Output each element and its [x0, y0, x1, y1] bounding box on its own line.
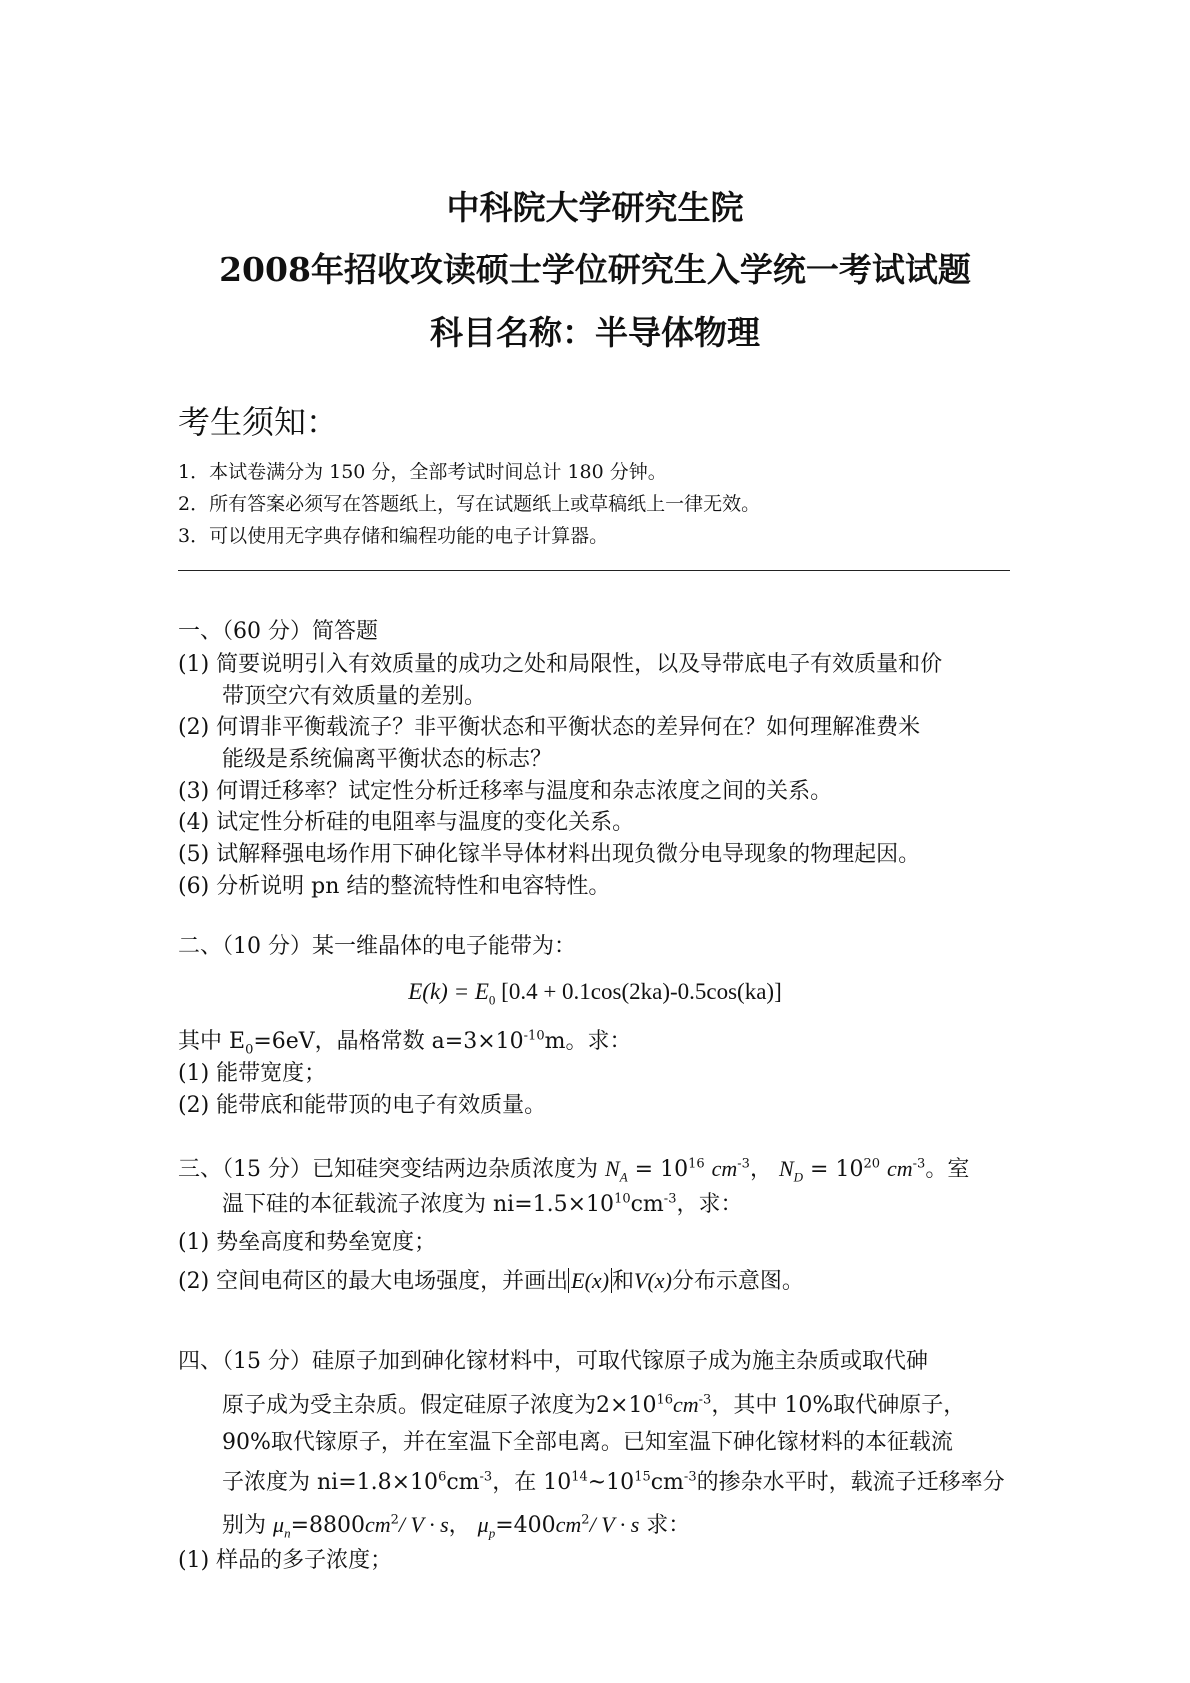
q3-na-sup: 16 — [688, 1156, 705, 1172]
mu-p-value: =400 — [495, 1513, 556, 1538]
unit-rest: / V · s — [398, 1512, 449, 1537]
q4-line5-a: 别为 — [222, 1513, 267, 1538]
q4-line4-b: cm — [446, 1470, 480, 1495]
unit-sup-2: 2 — [581, 1512, 590, 1528]
q1-item-1-cont: 带顶空穴有效质量的差别。 — [222, 684, 487, 709]
q4-line-1: 四、（15 分）硅原子加到砷化镓材料中，可取代镓原子成为施主杂质或取代砷 — [178, 1349, 928, 1374]
notice-item: 2．所有答案必须写在答题纸上，写在试题纸上或草稿纸上一律无效。 — [178, 493, 761, 515]
q4-line-2 — [222, 1390, 965, 1421]
q2-given — [178, 1027, 631, 1057]
q1-item-4: (4) 试定性分析硅的电阻率与温度的变化关系。 — [178, 810, 635, 835]
eq-lhs: E(k) = E — [408, 979, 489, 1004]
subject-title: 科目名称：半导体物理 — [430, 313, 760, 352]
q4-line4-sup2: -3 — [479, 1469, 493, 1485]
q3-intro-end: 。室 — [925, 1157, 970, 1182]
q2-given-sup: -10 — [523, 1028, 545, 1044]
institution-title: 中科院大学研究生院 — [446, 188, 744, 227]
q3-line2-c: ，求： — [676, 1192, 743, 1217]
q4-line-3: 90%取代镓原子，并在室温下全部电离。已知室温下砷化镓材料的本征载流 — [222, 1430, 953, 1455]
q2-given-b: =6eV，晶格常数 a=3×10 — [253, 1029, 524, 1054]
q3-potential: V(x) — [634, 1268, 672, 1293]
q3-na-val: = 10 — [634, 1157, 689, 1182]
q4-line4-sup5: -3 — [683, 1469, 697, 1485]
q3-item-1: (1) 势垒高度和势垒宽度； — [178, 1230, 437, 1255]
unit-cm-2: cm — [555, 1512, 582, 1537]
mu-n-sub: n — [284, 1525, 291, 1541]
q4-sep: ， — [448, 1513, 471, 1538]
q4-line-5 — [222, 1510, 690, 1541]
q3-item-2 — [178, 1266, 804, 1297]
q1-item-2-cont: 能级是系统偏离平衡状态的标志？ — [222, 747, 553, 772]
q4-line4-e: cm — [650, 1470, 684, 1495]
q4-line2-a: 原子成为受主杂质。假定硅原子浓度为 — [222, 1393, 597, 1418]
divider — [178, 570, 1010, 571]
q4-line2-cm: cm — [673, 1392, 699, 1417]
mu-p-sub: p — [488, 1525, 496, 1541]
q2-item-2: (2) 能带底和能带顶的电子有效质量。 — [178, 1093, 547, 1118]
q4-line4-sup3: 14 — [571, 1469, 588, 1485]
q4-line4-a: 子浓度为 ni=1.8×10 — [222, 1470, 439, 1495]
exam-title: 2008年招收攻读硕士学位研究生入学统一考试试题 — [219, 250, 971, 289]
q4-line5-end: 求： — [646, 1513, 691, 1538]
q3-cm-sup: -3 — [737, 1156, 750, 1172]
q3-na: N — [605, 1156, 620, 1181]
q4-line2-n: 2×10 — [596, 1393, 657, 1418]
unit-cm: cm — [364, 1512, 391, 1537]
unit-sup: 2 — [390, 1512, 399, 1528]
q3-line2-a: 温下硅的本征载流子浓度为 ni=1.5×10 — [222, 1192, 615, 1217]
q3-cm: cm — [711, 1156, 738, 1181]
q3-cm-2: cm — [887, 1156, 913, 1181]
q4-line4-sup1: 6 — [438, 1469, 447, 1485]
q1-item-6: (6) 分析说明 pn 结的整流特性和电容特性。 — [178, 874, 611, 899]
notice-item: 1．本试卷满分为 150 分，全部考试时间总计 180 分钟。 — [178, 461, 667, 483]
mu-n-symbol: μ — [273, 1512, 285, 1537]
notice-item: 3．可以使用无字典存储和编程功能的电子计算器。 — [178, 525, 609, 547]
eq-sub: 0 — [488, 992, 496, 1008]
q3-intro — [178, 1154, 969, 1185]
q3-item2-a: (2) 空间电荷区的最大电场强度，并画出 — [178, 1269, 569, 1294]
q3-nd-val: = 10 — [810, 1157, 864, 1182]
q4-line4-c: ，在 10 — [492, 1470, 572, 1495]
q3-nd-sup: 20 — [863, 1156, 880, 1172]
q1-heading: 一、（60 分）简答题 — [178, 619, 378, 644]
mu-p-symbol: μ — [477, 1512, 489, 1537]
q4-line2-sup: 16 — [656, 1392, 673, 1408]
q4-line-4 — [222, 1468, 1005, 1498]
energy-band-equation — [0, 975, 1190, 1009]
q2-given-sub: 0 — [245, 1042, 254, 1058]
q2-item-1: (1) 能带宽度； — [178, 1061, 327, 1086]
q3-item2-c: 分布示意图。 — [671, 1269, 804, 1294]
q1-item-5: (5) 试解释强电场作用下砷化镓半导体材料出现负微分电导现象的物理起因。 — [178, 842, 921, 867]
q2-given-a: 其中 E — [178, 1029, 246, 1054]
q3-nd-sub: D — [793, 1169, 804, 1185]
q3-nd: N — [778, 1156, 794, 1181]
q3-na-sub: A — [619, 1169, 628, 1185]
q4-line4-f: 的掺杂水平时，载流子迁移率分 — [696, 1470, 1005, 1495]
q4-item-1: (1) 样品的多子浓度； — [178, 1548, 393, 1573]
q2-given-c: m。求： — [544, 1029, 632, 1054]
mu-n-value: =8800 — [290, 1513, 365, 1538]
q1-item-1: (1) 简要说明引入有效质量的成功之处和局限性，以及导带底电子有效质量和价 — [178, 652, 943, 677]
q3-intro-cont — [222, 1190, 742, 1220]
q3-line2-b: cm — [630, 1192, 664, 1217]
unit-rest-2: / V · s — [589, 1512, 640, 1537]
q3-field-abs: E(x) — [568, 1268, 612, 1293]
q4-line4-d: ~10 — [587, 1470, 635, 1495]
q3-line2-sup1: 10 — [614, 1191, 631, 1207]
q3-sep: ， — [749, 1157, 772, 1182]
q4-line2-b: ，其中 10%取代砷原子， — [711, 1393, 966, 1418]
notice-heading: 考生须知： — [178, 403, 339, 441]
q4-line4-sup4: 15 — [634, 1469, 651, 1485]
q3-item2-b: 和 — [612, 1269, 635, 1294]
q1-item-2: (2) 何谓非平衡载流子？非平衡状态和平衡状态的差异何在？如何理解准费米 — [178, 715, 921, 740]
q1-item-3: (3) 何谓迁移率？试定性分析迁移率与温度和杂志浓度之间的关系。 — [178, 779, 833, 804]
eq-rhs: [0.4 + 0.1cos(2ka)-0.5cos(ka)] — [501, 979, 782, 1004]
q3-cm-sup-2: -3 — [912, 1156, 926, 1172]
q2-heading: 二、（10 分）某一维晶体的电子能带为： — [178, 934, 576, 959]
q3-line2-sup2: -3 — [663, 1191, 677, 1207]
q3-intro-a: 三、（15 分）已知硅突变结两边杂质浓度为 — [178, 1157, 598, 1182]
q4-line2-cm-sup: -3 — [698, 1392, 712, 1408]
